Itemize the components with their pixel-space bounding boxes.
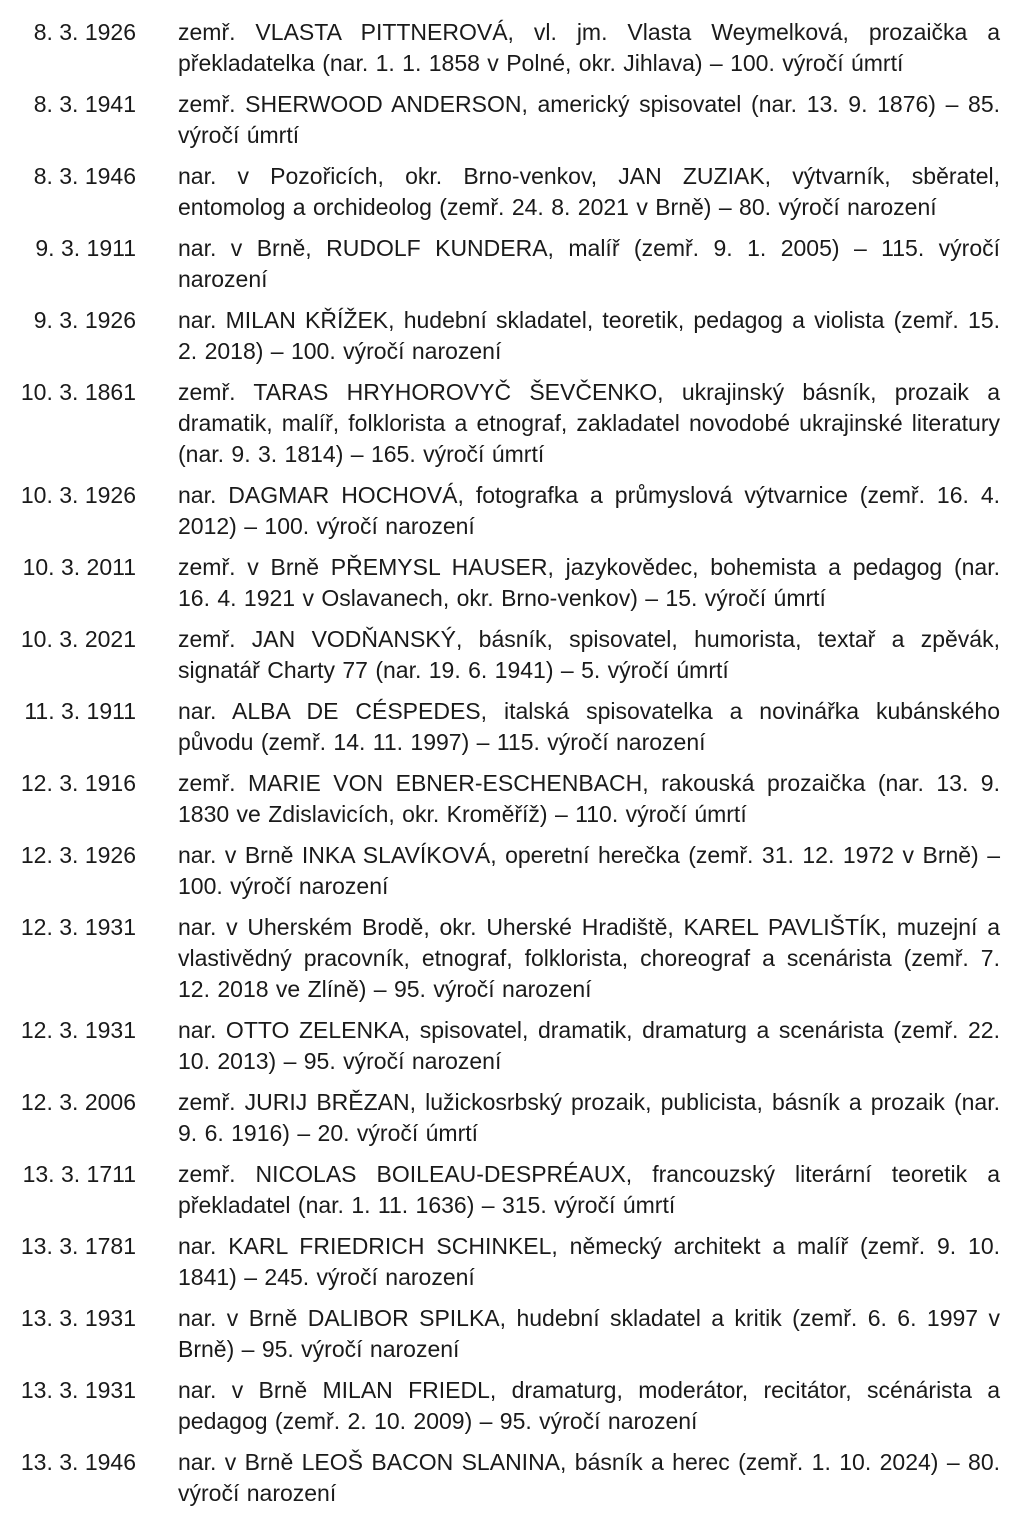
entry-date: 10. 3. 1926 xyxy=(20,482,136,508)
entry-date: 12. 3. 1926 xyxy=(20,842,136,868)
entry-text: nar. v Uherském Brodě, okr. Uherské Hradiště, KAREL PAVLIŠTÍK, muzejní a vlastivědný pracovník, etnograf, folklorista, choreograf a scenárista (zemř. 7. 12. 2018 ve Zlíně) – 95. výročí narození xyxy=(178,914,1000,1002)
anniversary-entry xyxy=(0,1087,1000,1149)
entry-date: 10. 3. 2011 xyxy=(22,554,136,580)
entry-text: nar. v Brně LEOŠ BACON SLANINA, básník a herec (zemř. 1. 10. 2024) – 80. výročí narození xyxy=(178,1449,1000,1506)
entry-text: nar. v Pozořicích, okr. Brno-venkov, JAN ZUZIAK, výtvarník, sběratel, entomolog a orchideolog (zemř. 24. 8. 2021 v Brně) – 80. výročí narození xyxy=(178,163,1000,220)
entry-date: 12. 3. 2006 xyxy=(20,1089,136,1115)
anniversary-entry xyxy=(0,233,1000,295)
anniversary-entry xyxy=(0,840,1000,902)
entry-date: 10. 3. 1861 xyxy=(20,379,136,405)
anniversary-entry xyxy=(0,1375,1000,1437)
entry-text: zemř. JAN VODŇANSKÝ, básník, spisovatel, humorista, textař a zpěvák, signatář Charty 77 (nar. 19. 6. 1941) – 5. výročí úmrtí xyxy=(178,626,1000,683)
anniversary-entry xyxy=(0,1231,1000,1293)
entry-text: zemř. SHERWOOD ANDERSON, americký spisovatel (nar. 13. 9. 1876) – 85. výročí úmrtí xyxy=(178,91,1000,148)
entry-date: 12. 3. 1916 xyxy=(20,770,136,796)
entry-date: 8. 3. 1941 xyxy=(33,91,136,117)
entry-text: zemř. v Brně PŘEMYSL HAUSER, jazykovědec, bohemista a pedagog (nar. 16. 4. 1921 v Oslavanech, okr. Brno-venkov) – 15. výročí úmrtí xyxy=(178,554,1000,611)
entry-text: nar. v Brně MILAN FRIEDL, dramaturg, moderátor, recitátor, scénárista a pedagog (zemř. 2. 10. 2009) – 95. výročí narození xyxy=(178,1377,1000,1434)
entry-text: nar. ALBA DE CÉSPEDES, italská spisovatelka a novinářka kubánského původu (zemř. 14. 11. 1997) – 115. výročí narození xyxy=(178,698,1000,755)
entry-date: 13. 3. 1931 xyxy=(20,1377,136,1403)
entry-text: nar. MILAN KŘÍŽEK, hudební skladatel, teoretik, pedagog a violista (zemř. 15. 2. 2018) – 100. výročí narození xyxy=(178,307,1000,364)
entry-date: 8. 3. 1926 xyxy=(33,19,136,45)
anniversary-entry xyxy=(0,912,1000,1005)
entry-date: 13. 3. 1781 xyxy=(20,1233,136,1259)
anniversary-entry xyxy=(0,768,1000,830)
entry-text: zemř. TARAS HRYHOROVYČ ŠEVČENKO, ukrajinský básník, prozaik a dramatik, malíř, folklorista a etnograf, zakladatel novodobé ukrajinské literatury (nar. 9. 3. 1814) – 165. výročí úmrtí xyxy=(178,379,1000,467)
entry-text: nar. v Brně, RUDOLF KUNDERA, malíř (zemř. 9. 1. 2005) – 115. výročí narození xyxy=(178,235,1000,292)
entry-date: 8. 3. 1946 xyxy=(33,163,136,189)
anniversary-list xyxy=(0,17,1000,1509)
anniversary-entry xyxy=(0,161,1000,223)
anniversary-entry xyxy=(0,1015,1000,1077)
entry-date: 13. 3. 1946 xyxy=(20,1449,136,1475)
anniversary-entry xyxy=(0,305,1000,367)
anniversary-entry xyxy=(0,1303,1000,1365)
entry-date: 11. 3. 1911 xyxy=(24,698,136,724)
entry-text: zemř. JURIJ BRĚZAN, lužickosrbský prozaik, publicista, básník a prozaik (nar. 9. 6. 1916) – 20. výročí úmrtí xyxy=(178,1089,1000,1146)
entry-text: nar. KARL FRIEDRICH SCHINKEL, německý architekt a malíř (zemř. 9. 10. 1841) – 245. výročí narození xyxy=(178,1233,1000,1290)
entry-text: nar. OTTO ZELENKA, spisovatel, dramatik, dramaturg a scenárista (zemř. 22. 10. 2013) – 95. výročí narození xyxy=(178,1017,1000,1074)
entry-text: nar. v Brně INKA SLAVÍKOVÁ, operetní herečka (zemř. 31. 12. 1972 v Brně) – 100. výročí narození xyxy=(178,842,1000,899)
anniversary-entry xyxy=(0,696,1000,758)
entry-text: zemř. VLASTA PITTNEROVÁ, vl. jm. Vlasta Weymelková, prozaička a překladatelka (nar. 1. 1. 1858 v Polné, okr. Jihlava) – 100. výročí úmrtí xyxy=(178,19,1000,76)
anniversary-entry xyxy=(0,89,1000,151)
entry-date: 12. 3. 1931 xyxy=(20,1017,136,1043)
anniversary-entry xyxy=(0,624,1000,686)
entry-date: 13. 3. 1931 xyxy=(20,1305,136,1331)
entry-text: zemř. NICOLAS BOILEAU-DESPRÉAUX, francouzský literární teoretik a překladatel (nar. 1. 11. 1636) – 315. výročí úmrtí xyxy=(178,1161,1000,1218)
entry-text: nar. v Brně DALIBOR SPILKA, hudební skladatel a kritik (zemř. 6. 6. 1997 v Brně) – 95. výročí narození xyxy=(178,1305,1000,1362)
anniversary-entry xyxy=(0,1159,1000,1221)
anniversary-entry xyxy=(0,17,1000,79)
anniversary-entry xyxy=(0,377,1000,470)
entry-date: 10. 3. 2021 xyxy=(20,626,136,652)
entry-text: nar. DAGMAR HOCHOVÁ, fotografka a průmyslová výtvarnice (zemř. 16. 4. 2012) – 100. výročí narození xyxy=(178,482,1000,539)
entry-date: 9. 3. 1926 xyxy=(33,307,136,333)
entry-date: 13. 3. 1711 xyxy=(22,1161,136,1187)
entry-date: 9. 3. 1911 xyxy=(35,235,136,261)
anniversary-entry xyxy=(0,480,1000,542)
anniversary-entry xyxy=(0,552,1000,614)
entry-date: 12. 3. 1931 xyxy=(20,914,136,940)
anniversary-entry xyxy=(0,1447,1000,1509)
entry-text: zemř. MARIE VON EBNER-ESCHENBACH, rakouská prozaička (nar. 13. 9. 1830 ve Zdislavicích, okr. Kroměříž) – 110. výročí úmrtí xyxy=(178,770,1000,827)
